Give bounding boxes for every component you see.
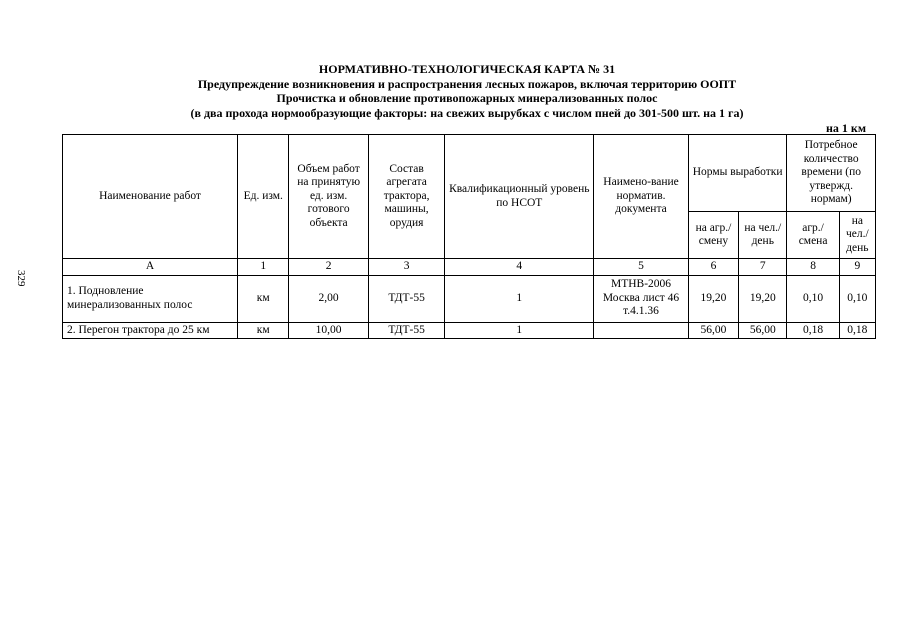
cell-unit: км: [238, 322, 289, 339]
cell-document: МТНВ-2006 Москва лист 46 т.4.1.36: [594, 275, 689, 322]
header-norms-group: Нормы выработки: [688, 135, 787, 212]
column-index: 5: [594, 259, 689, 276]
cell-time-shift: 0,18: [787, 322, 839, 339]
column-index: 8: [787, 259, 839, 276]
document-subtitle-work: Прочистка и обновление противопожарных минерализованных полос: [276, 91, 658, 105]
column-index: А: [63, 259, 238, 276]
table-header-row: [63, 135, 876, 212]
cell-norm-shift: 56,00: [688, 322, 738, 339]
cell-unit: км: [238, 275, 289, 322]
document-subtitle: Предупреждение возникновения и распространения лесных пожаров, включая территорию ООПТ: [197, 76, 737, 91]
header-norm-per-day: на чел./ день: [739, 212, 787, 259]
cell-work-name: 1. Подновление минерализованных полос: [63, 275, 238, 322]
column-index-row: [63, 259, 876, 276]
unit-note: на 1 км: [825, 121, 866, 135]
cell-document: [594, 322, 689, 339]
cell-composition: ТДТ-55: [368, 275, 444, 322]
header-norm-per-shift: на агр./ смену: [688, 212, 738, 259]
column-index: 1: [238, 259, 289, 276]
cell-qualification: 1: [445, 275, 594, 322]
cell-norm-day: 56,00: [739, 322, 787, 339]
cell-composition: ТДТ-55: [368, 322, 444, 339]
cell-volume: 2,00: [289, 275, 368, 322]
column-index: 6: [688, 259, 738, 276]
header-time-shift: агр./ смена: [787, 212, 839, 259]
cell-time-day: 0,10: [839, 275, 875, 322]
header-unit: Ед. изм.: [238, 135, 289, 259]
column-index: 2: [289, 259, 368, 276]
column-index: 3: [368, 259, 444, 276]
document-subtitle-conditions: (в два прохода нормообразующие факторы: на свежих вырубках с числом пней до 301-500 шт. на 1 га): [190, 105, 744, 120]
document-title: НОРМАТИВНО-ТЕХНОЛОГИЧЕСКАЯ КАРТА № 31: [318, 62, 616, 76]
table-row: [63, 322, 876, 339]
header-time-group: Потребное количество времени (по утвержд. нормам): [787, 135, 876, 212]
cell-time-day: 0,18: [839, 322, 875, 339]
header-time-day: на чел./ день: [839, 212, 875, 259]
norms-table: [62, 134, 876, 339]
column-index: 7: [739, 259, 787, 276]
table-row: [63, 275, 876, 322]
header-composition: Состав агрегата трактора, машины, орудия: [368, 135, 444, 259]
cell-work-name: 2. Перегон трактора до 25 км: [63, 322, 238, 339]
header-qualification: Квалификационный уровень по НСОТ: [445, 135, 594, 259]
header-work-name: Наименование работ: [63, 135, 238, 259]
column-index: 4: [445, 259, 594, 276]
document-header: [60, 62, 874, 120]
column-index: 9: [839, 259, 875, 276]
cell-volume: 10,00: [289, 322, 368, 339]
cell-time-shift: 0,10: [787, 275, 839, 322]
cell-norm-shift: 19,20: [688, 275, 738, 322]
header-document: Наимено-вание норматив. документа: [594, 135, 689, 259]
page-number: 329: [15, 270, 27, 287]
cell-norm-day: 19,20: [739, 275, 787, 322]
cell-qualification: 1: [445, 322, 594, 339]
header-volume: Объем работ на принятую ед. изм. готового объекта: [289, 135, 368, 259]
